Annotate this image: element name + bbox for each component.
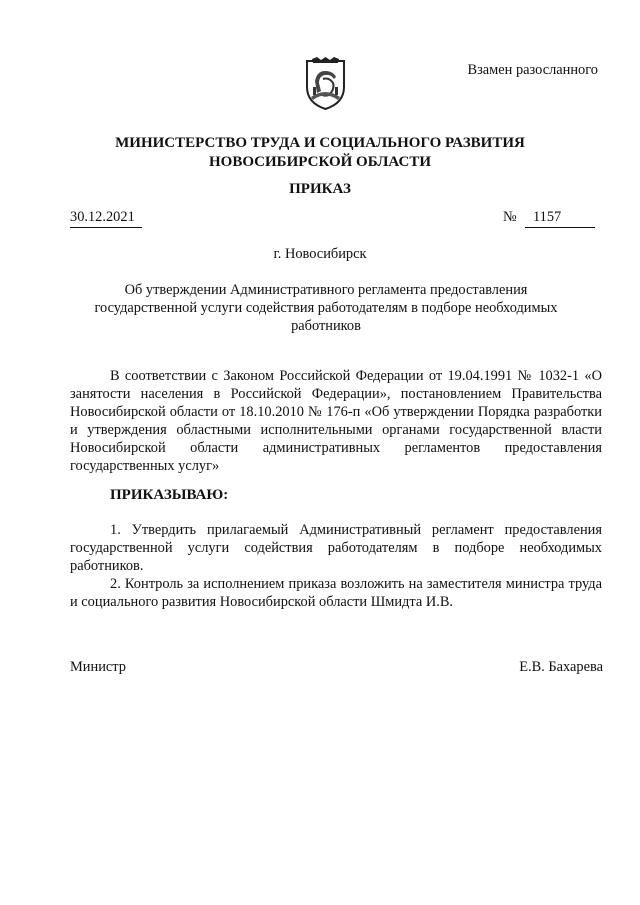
ministry-line-1: МИНИСТЕРСТВО ТРУДА И СОЦИАЛЬНОГО РАЗВИТИЯ — [115, 135, 525, 151]
ministry-line-2: НОВОСИБИРСКОЙ ОБЛАСТИ — [208, 154, 432, 170]
ministry-name — [0, 134, 640, 172]
signatory-name: Е.В. Бахарева — [519, 659, 603, 675]
order-item-1: 1. Утвердить прилагаемый Административный регламент предоставления государственной услуги содействия работодателям в подборе необходимых работников. — [70, 522, 602, 574]
number-label: № — [503, 209, 517, 225]
order-item-2: 2. Контроль за исполнением приказа возложить на заместителя министра труда и социального развития Новосибирской области Шмидта И.В. — [70, 576, 602, 610]
order-number: 1157 — [525, 209, 595, 228]
city: г. Новосибирск — [273, 246, 367, 262]
orders-heading: ПРИКАЗЫВАЮ: — [110, 487, 229, 503]
document-type: ПРИКАЗ — [289, 181, 351, 197]
signatory-position: Министр — [70, 659, 126, 675]
preamble-paragraph: В соответствии с Законом Российской Федерации от 19.04.1991 № 1032-1 «О занятости населения в Российской Федерации», постановлением Правительства Новосибирской области от 18.10.2010 № 176-п «Об утверждении Порядка разработки и утверждения областными исполнительными органами государственной власти Новосибирской области административных регламентов предоставления государственных услуг» — [70, 368, 602, 474]
replacement-note: Взамен разосланного — [467, 62, 598, 78]
order-subject: Об утверждении Административного регламента предоставления государственной услуги содействия работодателям в подборе необходимых работников — [94, 282, 558, 334]
order-date: 30.12.2021 — [70, 209, 142, 228]
coat-of-arms-icon — [303, 57, 348, 111]
